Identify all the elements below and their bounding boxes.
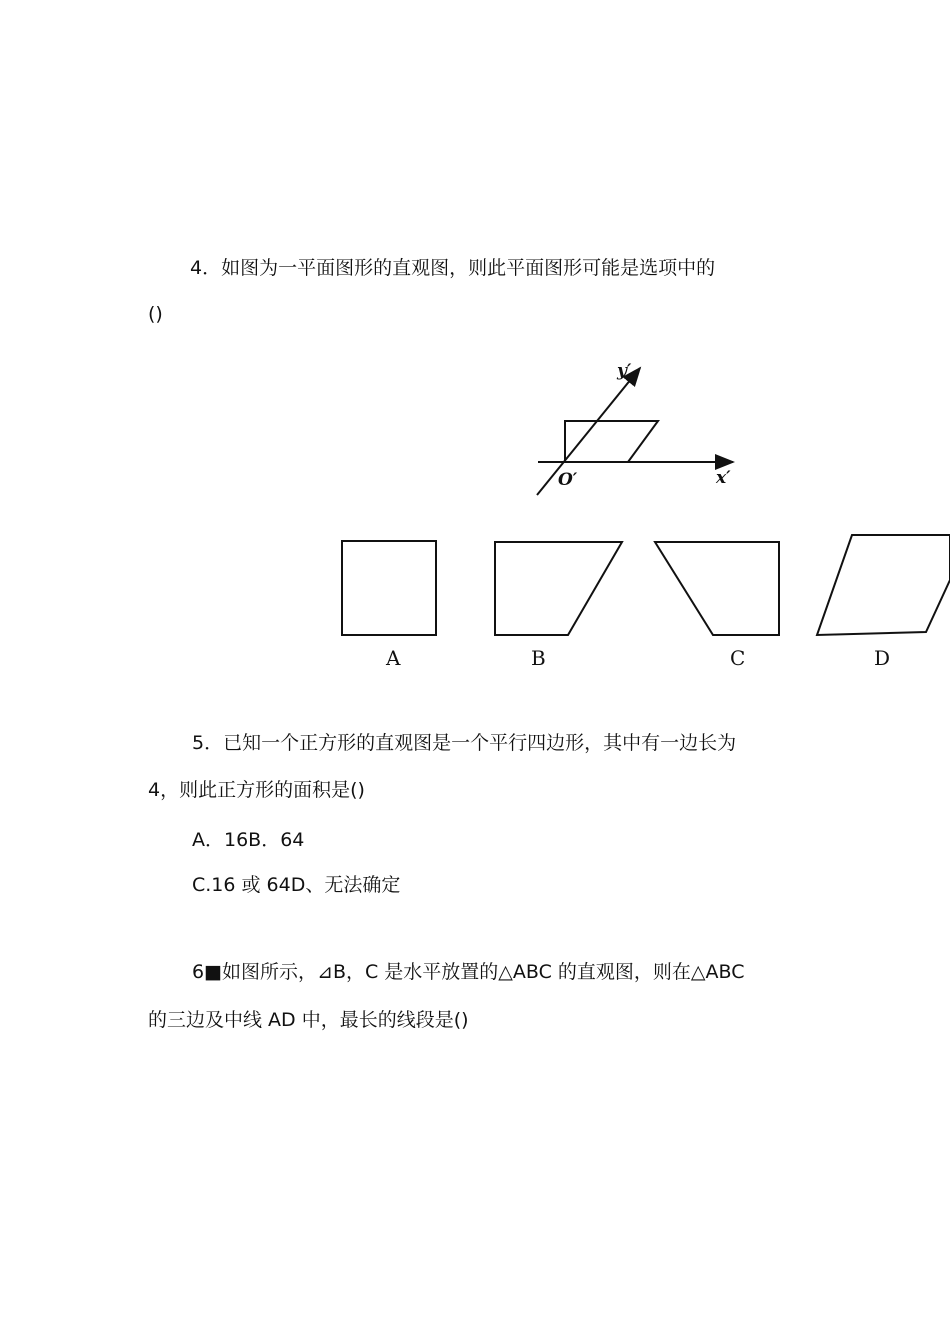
option-b-shape (495, 542, 622, 635)
q4-stem-line1: 4．如图为一平面图形的直观图，则此平面图形可能是选项中的 (190, 257, 716, 279)
option-d-label: D (874, 646, 891, 670)
option-a-label: A (386, 646, 401, 670)
x-axis-label: x′ (716, 468, 731, 488)
option-d-shape (817, 535, 950, 635)
option-c-shape (655, 542, 779, 635)
y-axis (537, 368, 640, 495)
q6-stem-line2: 的三边及中线 AD 中，最长的线段是() (148, 1009, 469, 1031)
q5-choices-line1: A．16B．64 (192, 829, 305, 851)
intuitive-shape (565, 421, 658, 462)
q5-choices-line2: C.16 或 64D、无法确定 (192, 874, 401, 896)
option-b-label: B (531, 646, 546, 670)
q5-stem-line2: 4，则此正方形的面积是() (148, 779, 365, 801)
option-c-label: C (730, 646, 746, 670)
q5-stem-line1: 5．已知一个正方形的直观图是一个平行四边形，其中有一边长为 (192, 732, 737, 754)
y-axis-label: y′ (617, 361, 632, 381)
origin-label: O′ (558, 470, 578, 490)
q6-stem-line1: 6■如图所示，⊿B，C 是水平放置的△ABC 的直观图，则在△ABC (192, 961, 745, 983)
q4-stem-line2: () (148, 303, 163, 325)
option-a-shape (342, 541, 436, 635)
